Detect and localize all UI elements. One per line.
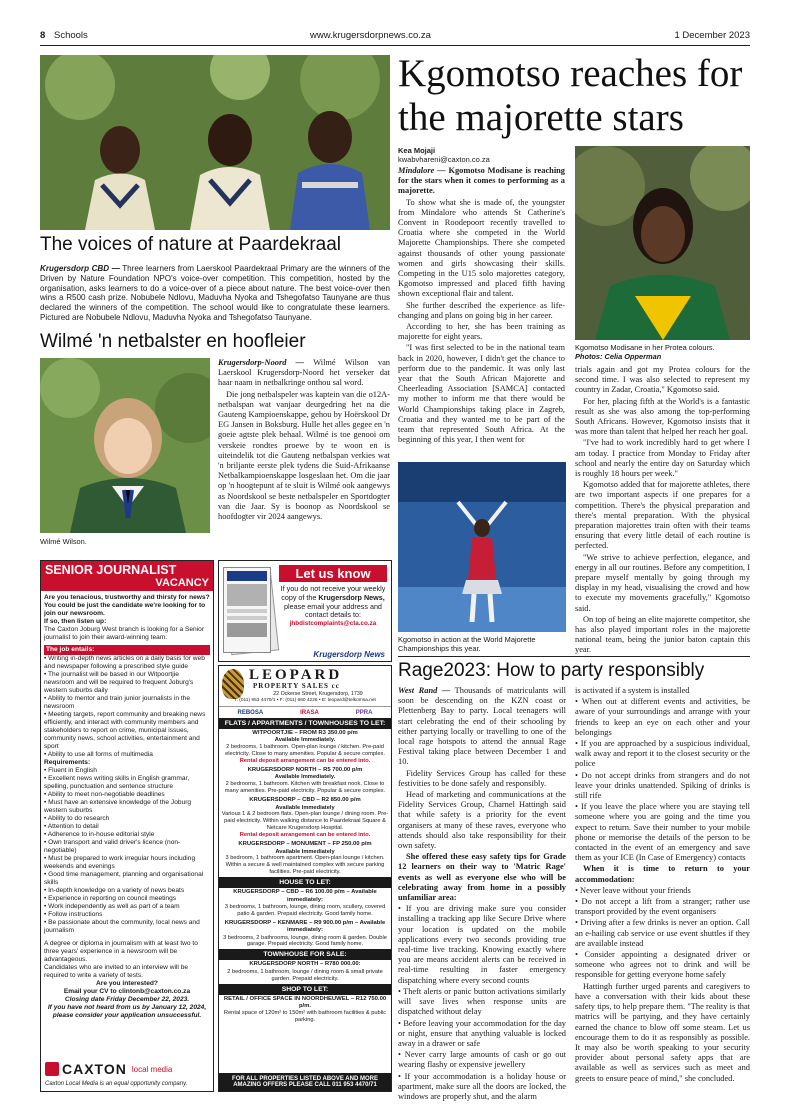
leopard-listing [219, 729, 391, 766]
kgomotso-lead-dateline: Mindalore — [398, 166, 446, 175]
job-req: • Adherence to in-house editorial style [44, 831, 155, 838]
job-title-2: VACANCY [155, 577, 209, 589]
kgomotso-c1-p2: She further described the experience as life-changing and plans on going big in her career. [398, 300, 565, 320]
photo-credit: Photos: Celia Opperman [575, 352, 662, 361]
rage-tips-intro: She offered these easy safety tips for Grade 12 learners on their way to 'Matric Rage' events as well as everyone else who will be celebrating away from home in a possibly unfamiliar area: [398, 852, 566, 903]
job-footer-2: Candidates who are invited to an interview will be required to write a variety of tests. [44, 964, 189, 979]
job-closing: Closing date Friday December 22, 2023. [64, 996, 190, 1003]
paardekraal-dateline: Krugersdorp CBD — [40, 264, 120, 273]
job-req: • Follow instructions [44, 911, 103, 918]
job-req: • Experience in reporting on council meetings [44, 895, 177, 902]
paardekraal-body [40, 264, 390, 323]
listing-title: RETAIL / OFFICE SPACE IN NOORDHEUWEL – R12 750.00 p/m. [223, 995, 387, 1009]
listing-line: 3 bedrooms, 1 bathroom, lounge, dining room, scullery, covered patio & garden. Prepaid electricity. Good family home. [224, 903, 386, 917]
rage-tip: • Never carry large amounts of cash or go out wearing flashy or expensive jewellery [398, 1050, 566, 1070]
job-intro-3: The Caxton Joburg West branch is looking for a Senior journalist to join their award-winning team. [44, 626, 205, 641]
listing-line: 3 bedrooms, 2 bathrooms, lounge, dining room & garden. Double garage. Prepaid electricity. Good family home. [223, 934, 387, 948]
byline-name: Kea Mojaji [398, 146, 436, 155]
paardekraal-photo [40, 55, 390, 230]
listing-title: KRUGERSDORP NORTH – R780 000.00: [249, 961, 361, 968]
leopard-section-house: HOUSE TO LET: [219, 877, 391, 888]
job-email-line[interactable]: Email your CV to clintonb@caxton.co.za [63, 988, 191, 995]
paardekraal-headline: The voices of nature at Paardekraal [40, 234, 342, 255]
listing-title: KRUGERSDORP – MONUMENT – FP 250.00 p/m [238, 841, 372, 848]
rage-conclusion: Hattingh further urged parents and caregivers to have a conversation with their kids about these safety tips, to help prepare them. "The reality is that matrics will be partying, and they have certainly earned the chance to blow off some steam. Let us encourage them to do it as responsibly as possible. It may also be worth speaking to your security provider about personal safety apps that are available as well as services such as meet and greets to ensure peace of mind," she concluded. [575, 981, 750, 1083]
listing-line: 3 bedroom, 1 bathroom apartment. Open-plan lounge / kitchen. Within a secure & well maintained complex with secure parking facilities. Pre-paid electricity. [225, 855, 385, 876]
kgomotso-c2-p6: On top of being an elite majorette competitor, she has also played important roles in the majorette national team, being the junior baton captain this year. [575, 614, 750, 655]
wilme-dateline: Krugersdorp-Noord — [218, 358, 305, 367]
job-ad [40, 560, 214, 1092]
rage-c1-p2: Fidelity Services Group has called for these festivities to be done safely and responsibly. [398, 768, 566, 788]
rage-tip: • When out at different events and activities, be aware of your surroundings and arrange with your friends to keep an eye on each other and your belongings [575, 697, 750, 737]
site-url[interactable]: www.krugersdorpnews.co.za [310, 30, 431, 41]
page-number: 8 [40, 30, 46, 41]
leopard-section-flats: FLATS / APPARTMENTS / TOWNHOUSES TO LET: [219, 718, 391, 729]
rage-return-intro: When it is time to return to your accommodation: [575, 864, 750, 884]
rage-tip: • Consider appointing a designated driver or someone who agrees not to drink and will be responsible for getting everyone home safely [575, 950, 750, 980]
wilme-headline: Wilmé 'n netbalster en hoofleier [40, 331, 306, 352]
job-notice: If you have not heard from us by January 12, 2024, please consider your application unsuccessful. [47, 1004, 207, 1019]
wilme-photo [40, 358, 210, 533]
krugersdorp-news-logo: Krugersdorp News [313, 650, 385, 659]
job-req: • Must have an extensive knowledge of the Joburg western suburbs [44, 799, 192, 814]
rage-tip: • Do not accept a lift from a stranger; rather use transport provided by the event organisers [575, 897, 750, 917]
subscribe-body [279, 585, 387, 629]
leopard-name: LEOPARD [249, 667, 343, 683]
listing-line: Available Immediately. [274, 774, 336, 781]
page-header [40, 30, 750, 44]
partner-logo: PPRA [355, 709, 373, 716]
listing-line: Available Immediately. [274, 737, 336, 744]
kgomotso-c2-p1: trials again and got my Protea colours for the second time. I was also selected to represent my country in Zadar, Croatia," Kgomotso said. [575, 365, 750, 395]
listing-line: Various 1 & 2 bedroom flats. Open-plan lounge / dining room. Pre-paid electricity. Within walking distance to Paardekraal Square & Netcare Krugersdorp Hospital. [221, 811, 389, 832]
kgomotso-col2 [575, 365, 750, 657]
job-req: • Ability to meet non-negotiable deadlines [44, 791, 165, 798]
job-title-1: SENIOR JOURNALIST [45, 563, 177, 577]
listing-deposit-note: Rental deposit arrangement can be entered into. [239, 758, 371, 765]
portrait-caption-text: Kgomotso Modisane in her Protea colours. [575, 343, 715, 352]
partner-logo: REBOSA [237, 709, 264, 716]
leopard-footer[interactable]: FOR ALL PROPERTIES LISTED ABOVE AND MORE AMAZING OFFERS PLEASE CALL 011 953 4470/71 [219, 1073, 391, 1091]
kgomotso-portrait-caption [575, 343, 750, 361]
kgomotso-c1-p1: To show what she is made of, the youngster from Mindalore who attends St Catherine's Convent in Roodepoort recently travelled to Croatia where she competed in the World Majorette Championships. There she competed against thousands of other young passionate women and girls showcasing their skills. Competing in the U15 solo majorettes category, Kgomotso impressed and placed fifth having shown exceptional flair and talent. [398, 197, 565, 299]
job-eoe: Caxton Local Media is an equal opportunity company. [45, 1081, 188, 1087]
rage-tip: is activated if a system is installed [575, 686, 690, 695]
leopard-section-townhouse: TOWNHOUSE FOR SALE: [219, 949, 391, 960]
leopard-listing [219, 796, 391, 840]
leopard-address: 22 Ockerse Street, Krugersdorp, 1739 [273, 691, 363, 697]
job-detail: • Writing in-depth news articles on a daily basis for web and newspaper following a prescribed style guide [44, 655, 205, 670]
job-ad-title-bar [41, 561, 213, 591]
rage-divider [398, 656, 750, 657]
kgomotso-c2-p5: "We strive to achieve perfection, elegance, and energy in all our routines. Before any competition, I prepare myself mentally by going through my display in my head, visualising the crowd and how to execute my movements gracefully," Kgomotso said. [575, 552, 750, 613]
kgomotso-byline [398, 146, 490, 164]
kgomotso-headline: Kgomotso reaches for the majorette stars [398, 52, 743, 139]
job-intro-2: If so, then listen up: [44, 618, 107, 625]
kgomotso-c1-p4: "I was first selected to be in the national team back in 2020, however, I didn't get the chance to perform due to the pandemic. It was only last year that the South African Majorette and Cheerleading Association [SAMCA] contacted my mother to inform me that there would be World Championships taking place in Zagreb, Croatia and they wanted me to be part of the team that represented South Africa. At the beginning of this year, I then went for [398, 343, 565, 445]
subscribe-body-2: please email your address and contact details to: [284, 601, 382, 620]
job-footer-1: A degree or diploma in journalism with at least two to three years' experience in a newsroom will be advantageous. [44, 940, 198, 963]
rage-c1-p3: Head of marketing and communications at the Fidelity Services Group, Charnel Hattingh said that while safety is a priority for the event organisers at many of these raves, everyone who attends should also take responsibility for their own safety. [398, 790, 566, 851]
kgomotso-c2-p3: "I've had to work incredibly hard to get where I am today. I practice from Monday to Friday after school and nearly the entire day on Saturday which is roughly 18 hours per week." [575, 438, 750, 479]
job-req: • Own transport and valid driver's licence (non-negotiable) [44, 839, 181, 854]
byline-email[interactable]: kwabvhareni@caxton.co.za [398, 155, 490, 164]
leopard-listing [219, 995, 391, 1026]
job-req: • Work independently as well as part of a team [44, 903, 180, 910]
issue-date: 1 December 2023 [674, 30, 750, 41]
listing-title: KRUGERSDORP – CBD – R2 850.00 p/m [249, 797, 361, 804]
leopard-sub: PROPERTY SALES cc [253, 682, 340, 690]
subscribe-email[interactable]: jhbdistcomplaints@cta.co.za [289, 620, 377, 628]
subscribe-title: Let us know [279, 565, 387, 582]
subscribe-body-1: If you do not receive your weekly copy of the [280, 584, 386, 602]
listing-title: KRUGERSDORP – KENMARE – R9 900.00 p/m – Available immediately: [224, 919, 386, 934]
listing-title: KRUGERSDORP NORTH – R5 700.00 p/m [247, 767, 363, 774]
rage-tip: • If you are driving make sure you consider installing a tracking app like Secure Drive where your location is updated on the mobile applications every two seconds providing true real-time live tracking. Knowing exactly where you are means accident alerts can be received in real-time resulting in faster emergency dispatching where every second counts [398, 904, 566, 985]
leopard-listing [219, 766, 391, 796]
paardekraal-text: Three learners from Laerskool Paardekraal Primary are the winners of the Driven by Nature Foundation NPO's voice-over competition. This competition, hosted by the organisation, asks learners to do a voice-over of a piece about nature. The best voice-over then wins a R500 cash prize. Nobubele Ndlovu, Maduvha Nyoka and Tshegofatso Taunyane are thus declared the winners of the competition. The school would like to congratulate these learners. Pictured are Nobubele Ndlovu, Maduvha Nyoka and Tshegofatso Taunyane. [40, 264, 390, 322]
job-detail: • The journalist will be based in our Witpoortjie newsroom and will be required to frequent Joburg's western suburbs daily [44, 671, 194, 694]
job-detail: • Meeting targets, report community and breaking news efficiently, and interact with community members and stakeholders to report on crime, municipal issues, community news, school activities, entertainment and sport [44, 711, 206, 750]
listing-line: Available Immediately [275, 804, 335, 811]
subscribe-paper: Krugersdorp News, [318, 592, 385, 602]
leopard-header [219, 666, 391, 707]
job-req-label: Requirements: [44, 759, 91, 766]
job-req: • Good time management, planning and organisational skills [44, 871, 204, 886]
rage-tip: • Theft alerts or panic button activations similarly will save lives when response units are dispatched without delay [398, 986, 566, 1017]
job-detail: • Ability to use all forms of multimedia [44, 751, 153, 758]
kgomotso-c2-p4: Kgomotso added that for majorette athletes, there are two important aspects if one prepares for a competition. There's the physical preparation and there's mental preparation. With the physical preparation majorettes train often with their teams ensuring that every little detail of each routine is perfected. [575, 480, 750, 551]
job-req: • Attention to detail [44, 823, 99, 830]
listing-line: Rental space of 120m² to 150m² with bathroom facilities & public parking. [223, 1010, 387, 1024]
partner-logos [219, 707, 391, 718]
rage-tip: • Do not accept drinks from strangers and do not leave your drinks unattended. Spiking of drinks is still rife [575, 770, 750, 801]
job-req: • Ability to do research [44, 815, 110, 822]
wilme-body [218, 358, 390, 523]
listing-line: 2 bedrooms, 1 bathroom, lounge / dining room & small private garden. Prepaid electricity. [227, 968, 383, 982]
newspaper-stack-icon [223, 565, 275, 655]
leopard-listing [219, 840, 391, 877]
rage-tip: • Never leave without your friends [575, 885, 691, 895]
job-req: • Fluent in English [44, 767, 97, 774]
leopard-logo-icon [222, 669, 244, 699]
leopard-listing [219, 960, 391, 983]
rage-headline: Rage2023: How to party responsibly [398, 660, 705, 681]
rage-col2 [575, 686, 750, 1085]
rage-tip: • Before leaving your accommodation for the day or night, ensure that anything valuable is locked away in a drawer or safe [398, 1018, 566, 1048]
listing-line: 2 bedrooms, 1 bathroom. Kitchen with breakfast nook. Close to many amenities. Pre-paid electricity. Popular & secure complex. [224, 781, 386, 795]
kgomotso-action-photo [398, 462, 566, 632]
caxton-brand-sub: local media [131, 1064, 173, 1074]
section-name: Schools [54, 30, 88, 41]
job-req: • Excellent news writing skills in English grammar, spelling, punctuation and sentence structure [44, 775, 190, 790]
leopard-listing [219, 888, 391, 919]
job-details-label: The job entails: [44, 645, 210, 655]
listing-line: Available Immediately [275, 848, 335, 855]
rage-dateline: West Rand — [398, 686, 451, 695]
wilme-para-2: Die jong netbalspeler was kaptein van die o12A-netbalspan wat vanjaar deurgedring het na die Gauteng Kampioenskappe, gehou by Hoërskool Dr EG Jansen in Boksburg. Hulle het alles gegee en 'n goeie agtste plek behaal. Wilmé is toe genooi om verskeie rondtes proewe by te woon en is uiteindelik tot die Gauteng netbalspan verkies wat 'n briljante eerste plek tydens die Suid-Afrikaanse Netbalkampioenskappe losgeslaan het. Om die jaar op 'n hoogtepunt af te sluit is Wilmé ook aangewys as Noordskool se beste netbalspeler en Sportdogter van die Jaar. Sy is boonop as Noordskool se hoofdogter vir 2024 aangewys. [218, 389, 390, 522]
rage-tip: • Driving after a few drinks is never an option. Call an e-hailing cab service or use event shuttles if they are available instead [575, 918, 750, 948]
listing-title: WITPOORTJIE – FROM R3 350.00 p/m [252, 730, 358, 736]
partner-logo: IRASA [300, 709, 319, 716]
wilme-para-1: Wilmé Wilson van Laerskool Krugersdorp-Noord het verseker dat haar naam in netbalkringe onthou sal word. [218, 358, 390, 388]
job-req: • In-depth knowledge on a variety of news beats [44, 887, 185, 894]
subscribe-ad [218, 560, 392, 662]
job-req: • Be passionate about the community, local news and journalism [44, 919, 200, 934]
job-intro-bold: Are you tenacious, trustworthy and thirsty for news? You could be just the candidate we're looking for to join our newsroom. [44, 594, 210, 617]
kgomotso-c2-p2: For her, placing fifth at the World's is a fantastic result as she was also among the top-performing South Africans. However, Kgomotso insists that it was more than talent that helped her reach her goal. [575, 396, 750, 437]
kgomotso-col1 [398, 166, 565, 446]
kgomotso-lead: Kgomotso Modisane is reaching for the stars when it comes to performing as a majorette. [398, 166, 565, 196]
kgomotso-c1-p3: According to her, she has been training as majorette for eight years. [398, 322, 565, 342]
job-ad-body [41, 591, 213, 1020]
caxton-logo [45, 1061, 172, 1077]
listing-title: KRUGERSDORP – CBD – R6 100.00 p/m – Available immediately: [233, 889, 377, 903]
leopard-contact: T: (011) 953 4470/1 • F: (011) 660 4226 • E: leopard@telkomsa.net [234, 698, 376, 703]
wilme-caption: Wilmé Wilson. [40, 537, 87, 546]
leopard-ad [218, 665, 392, 1092]
kgomotso-portrait-photo [575, 146, 750, 340]
rage-col1 [398, 686, 566, 1103]
rage-tip: • If your accommodation is a holiday house or apartment, make sure all the doors are locked, the windows are properly shut, and the alarm [398, 1071, 566, 1101]
job-detail: • Ability to mentor and train junior journalists in the newsroom [44, 695, 190, 710]
listing-deposit-note: Rental deposit arrangement can be entered into. [239, 832, 371, 839]
caxton-brand: CAXTON [62, 1061, 127, 1077]
job-req: • Must be prepared to work irregular hours including weekends and evenings [44, 855, 196, 870]
rage-tip: • If you leave the place where you are staying tell someone where you are going and the time you expect to return. Save their number to your mobile phone or memorise the details of the person to be contacted in the event of an emergency and save them as your ICE (In Case of Emergency) contacts [575, 802, 750, 863]
kgomotso-action-caption: Kgomotso in action at the World Majorette Championships this year. [398, 635, 536, 653]
leopard-listing [219, 919, 391, 950]
leopard-section-shop: SHOP TO LET: [219, 984, 391, 995]
caxton-mark-icon [45, 1062, 59, 1076]
rage-c1-p1: Thousands of matriculants will soon be descending on the KZN coast or Plettenberg Bay to party. Local teenagers will start celebrating the end of their schooling by either partying locally or travelling to one of the local rage hotspots to attend the annual Rage Festival taking place between December 1 and 10. [398, 686, 566, 767]
listing-line: 2 bedrooms, 1 bathroom. Open-plan lounge / kitchen. Pre-paid electricity. Close to many amenities. Popular & secure complex. [225, 744, 385, 758]
job-interested: Are you interested? [96, 980, 158, 987]
rage-tip: • If you are approached by a suspicious individual, walk away and report it to the closest security or the police [575, 739, 750, 769]
